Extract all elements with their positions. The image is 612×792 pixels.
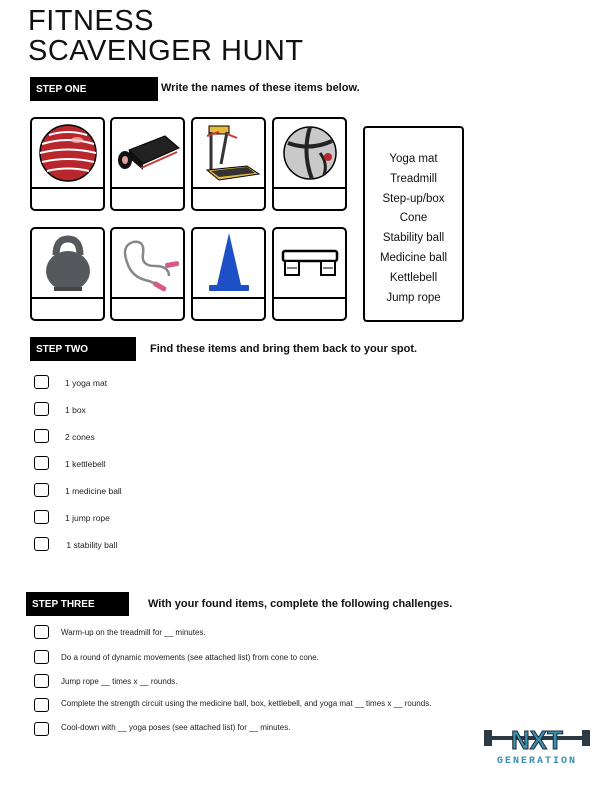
word-bank-item: Kettlebell: [389, 271, 438, 284]
step-up-box-icon: [279, 243, 341, 283]
answer-blank[interactable]: [274, 187, 345, 209]
title-line-2: SCAVENGER HUNT: [28, 35, 304, 67]
image-card: [191, 117, 266, 211]
step-three-header: STEP THREE: [26, 592, 129, 616]
answer-blank[interactable]: [274, 297, 345, 319]
checkbox[interactable]: [34, 674, 49, 688]
answer-blank[interactable]: [193, 187, 264, 209]
answer-blank[interactable]: [112, 297, 183, 319]
checkbox[interactable]: [34, 483, 49, 497]
checkbox[interactable]: [34, 722, 49, 736]
image-card: [272, 117, 347, 211]
checklist-item: 1 yoga mat: [65, 378, 108, 388]
word-bank-item: Step-up/box: [382, 192, 445, 205]
word-bank-item: Stability ball: [382, 232, 445, 245]
stability-ball-icon: [37, 122, 99, 184]
challenge-item: Complete the strength circuit using the medicine ball, box, kettlebell, and yoga mat __ times x __ rounds.: [61, 699, 432, 708]
challenge-item: Do a round of dynamic movements (see attached list) from cone to cone.: [61, 653, 319, 662]
step-one-instruction: Write the names of these items below.: [161, 82, 360, 94]
image-card: [110, 117, 185, 211]
step-three-instruction: With your found items, complete the following challenges.: [148, 598, 453, 610]
answer-blank[interactable]: [193, 297, 264, 319]
kettlebell-icon: [40, 233, 96, 293]
word-bank-item: Jump rope: [386, 291, 441, 304]
challenge-item: Cool-down with __ yoga poses (see attached list) for __ minutes.: [61, 723, 291, 732]
checkbox[interactable]: [34, 650, 49, 664]
checklist-item: 1 stability ball: [64, 540, 118, 550]
checklist-item: 1 medicine ball: [65, 486, 122, 496]
answer-blank[interactable]: [32, 297, 103, 319]
medicine-ball-icon: [280, 123, 340, 183]
checklist-item: 1 box: [65, 405, 86, 415]
checkbox[interactable]: [34, 625, 49, 639]
jump-rope-icon: [115, 232, 181, 294]
yoga-mat-icon: [115, 128, 181, 178]
word-bank: [363, 126, 464, 322]
step-one-header: STEP ONE: [30, 77, 158, 101]
step-two-header: STEP TWO: [30, 337, 136, 361]
challenge-item: Warm-up on the treadmill for __ minutes.: [61, 628, 206, 637]
checklist-item: 1 kettlebell: [65, 459, 106, 469]
image-card: [272, 227, 347, 321]
nxt-generation-logo: [482, 718, 592, 768]
logo-wordmark: NXT: [511, 725, 563, 755]
image-card: [191, 227, 266, 321]
word-bank-item: Treadmill: [390, 172, 437, 185]
image-card: [110, 227, 185, 321]
image-card: [30, 227, 105, 321]
word-bank-item: Yoga mat: [389, 153, 438, 165]
answer-blank[interactable]: [32, 187, 103, 209]
treadmill-icon: [197, 122, 261, 184]
checkbox[interactable]: [34, 375, 49, 389]
checkbox[interactable]: [34, 429, 49, 443]
image-card: [30, 117, 105, 211]
title-line-1: FITNESS: [28, 5, 154, 37]
checkbox[interactable]: [34, 537, 49, 551]
checkbox[interactable]: [34, 698, 49, 712]
step-two-instruction: Find these items and bring them back to your spot.: [150, 343, 418, 355]
checklist-item: 2 cones: [65, 432, 95, 442]
checkbox[interactable]: [34, 402, 49, 416]
cone-icon: [204, 231, 254, 295]
word-bank-item: Cone: [399, 212, 428, 225]
checkbox[interactable]: [34, 456, 49, 470]
logo-subtext: GENERATION: [496, 756, 578, 767]
answer-blank[interactable]: [112, 187, 183, 209]
word-bank-item: Medicine ball: [379, 251, 448, 264]
checkbox[interactable]: [34, 510, 49, 524]
challenge-item: Jump rope __ times x __ rounds.: [61, 677, 178, 686]
checklist-item: 1 jump rope: [65, 513, 110, 523]
